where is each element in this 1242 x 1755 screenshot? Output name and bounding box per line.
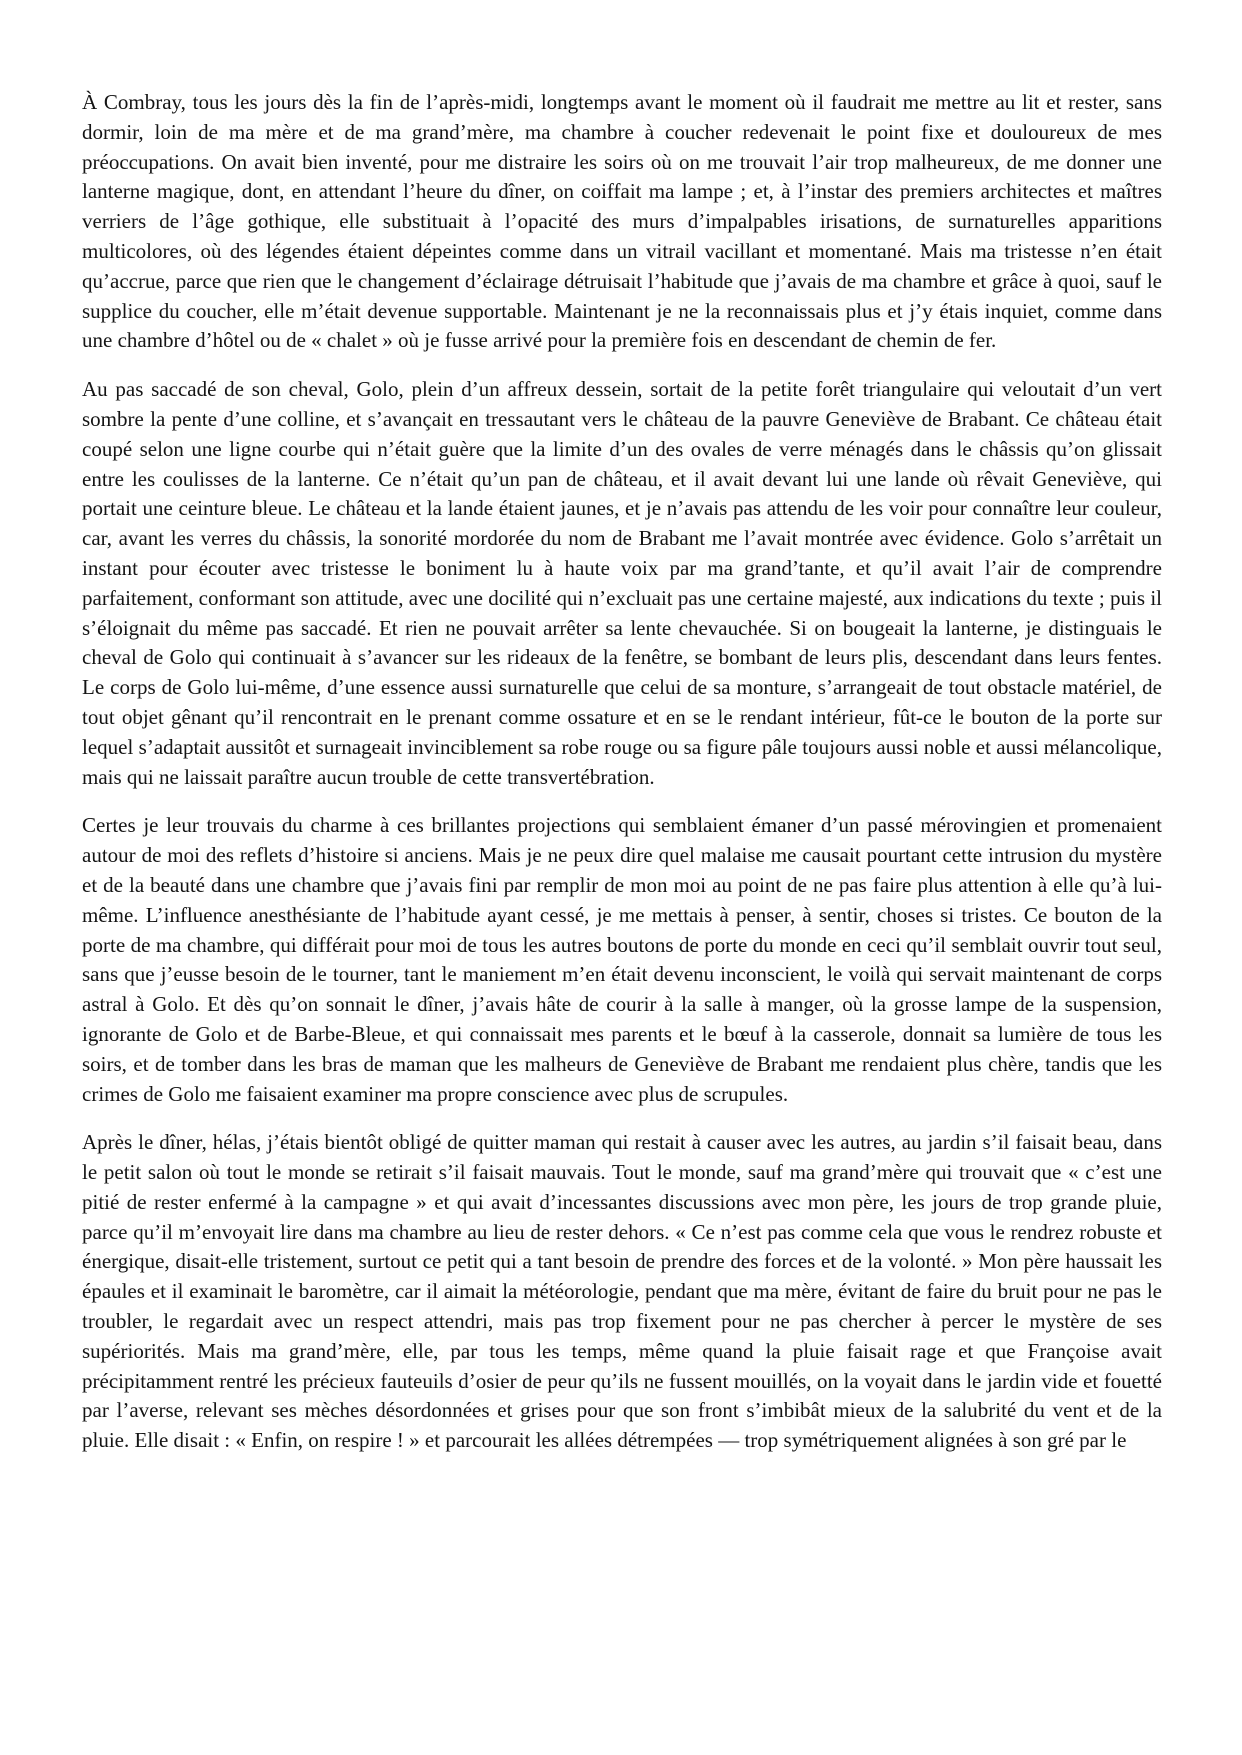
paragraph-2: Au pas saccadé de son cheval, Golo, plein d’un affreux dessein, sortait de la petite forêt triangulaire qui veloutait d’un vert sombre la pente d’une colline, et s’avançait en tressautant vers le château de la pauvre Geneviève de Brabant. Ce château était coupé selon une ligne courbe qui n’était guère que la limite d’un des ovales de verre ménagés dans le châssis qu’on glissait entre les coulisses de la lanterne. Ce n’était qu’un pan de château, et il avait devant lui une lande où rêvait Geneviève, qui portait une ceinture bleue. Le château et la lande étaient jaunes, et je n’avais pas attendu de les voir pour connaître leur couleur, car, avant les verres du châssis, la sonorité mordorée du nom de Brabant me l’avait montrée avec évidence. Golo s’arrêtait un instant pour écouter avec tristesse le boniment lu à haute voix par ma grand’tante, et qu’il avait l’air de comprendre parfaitement, conformant son attitude, avec une docilité qui n’excluait pas une certaine majesté, aux indications du texte ; puis il s’éloignait du même pas saccadé. Et rien ne pouvait arrêter sa lente chevauchée. Si on bougeait la lanterne, je distinguais le cheval de Golo qui continuait à s’avancer sur les rideaux de la fenêtre, se bombant de leurs plis, descendant dans leurs fentes. Le corps de Golo lui-même, d’une essence aussi surnaturelle que celui de sa monture, s’arrangeait de tout obstacle matériel, de tout objet gênant qu’il rencontrait en le prenant comme ossature et en se le rendant intérieur, fût-ce le bouton de la porte sur lequel s’adaptait aussitôt et surnageait invinciblement sa robe rouge ou sa figure pâle toujours aussi noble et aussi mélancolique, mais qui ne laissait paraître aucun trouble de cette transvertébration.: [82, 377, 1162, 789]
paragraph-3: Certes je leur trouvais du charme à ces brillantes projections qui semblaient émaner d’un passé mérovingien et promenaient autour de moi des reflets d’histoire si anciens. Mais je ne peux dire quel malaise me causait pourtant cette intrusion du mystère et de la beauté dans une chambre que j’avais fini par remplir de mon moi au point de ne pas faire plus attention à elle qu’à lui-même. L’influence anesthésiante de l’habitude ayant cessé, je me mettais à penser, à sentir, choses si tristes. Ce bouton de la porte de ma chambre, qui différait pour moi de tous les autres boutons de porte du monde en ceci qu’il semblait ouvrir tout seul, sans que j’eusse besoin de le tourner, tant le maniement m’en était devenu inconscient, le voilà qui servait maintenant de corps astral à Golo. Et dès qu’on sonnait le dîner, j’avais hâte de courir à la salle à manger, où la grosse lampe de la suspension, ignorante de Golo et de Barbe-Bleue, et qui connaissait mes parents et le bœuf à la casserole, donnait sa lumière de tous les soirs, et de tomber dans les bras de maman que les malheurs de Geneviève de Brabant me rendaient plus chère, tandis que les crimes de Golo me faisaient examiner ma propre conscience avec plus de scrupules.: [82, 813, 1162, 1106]
document-page: [82, 88, 1162, 1475]
paragraph-1: À Combray, tous les jours dès la fin de l’après-midi, longtemps avant le moment où il faudrait me mettre au lit et rester, sans dormir, loin de ma mère et de ma grand’mère, ma chambre à coucher redevenait le point fixe et douloureux de mes préoccupations. On avait bien inventé, pour me distraire les soirs où on me trouvait l’air trop malheureux, de me donner une lanterne magique, dont, en attendant l’heure du dîner, on coiffait ma lampe ; et, à l’instar des premiers architectes et maîtres verriers de l’âge gothique, elle substituait à l’opacité des murs d’impalpables irisations, de surnaturelles apparitions multicolores, où des légendes étaient dépeintes comme dans un vitrail vacillant et momentané. Mais ma tristesse n’en était qu’accrue, parce que rien que le changement d’éclairage détruisait l’habitude que j’avais de ma chambre et grâce à quoi, sauf le supplice du coucher, elle m’était devenue supportable. Maintenant je ne la reconnaissais plus et j’y étais inquiet, comme dans une chambre d’hôtel ou de « chalet » où je fusse arrivé pour la première fois en descendant de chemin de fer.: [82, 90, 1162, 353]
paragraph-4: Après le dîner, hélas, j’étais bientôt obligé de quitter maman qui restait à causer avec les autres, au jardin s’il faisait beau, dans le petit salon où tout le monde se retirait s’il faisait mauvais. Tout le monde, sauf ma grand’mère qui trouvait que « c’est une pitié de rester enfermé à la campagne » et qui avait d’incessantes discussions avec mon père, les jours de trop grande pluie, parce qu’il m’envoyait lire dans ma chambre au lieu de rester dehors. « Ce n’est pas comme cela que vous le rendrez robuste et énergique, disait-elle tristement, surtout ce petit qui a tant besoin de prendre des forces et de la volonté. » Mon père haussait les épaules et il examinait le baromètre, car il aimait la météorologie, pendant que ma mère, évitant de faire du bruit pour ne pas le troubler, le regardait avec un respect attendri, mais pas trop fixement pour ne pas chercher à percer le mystère de ses supériorités. Mais ma grand’mère, elle, par tous les temps, même quand la pluie faisait rage et que Françoise avait précipitamment rentré les précieux fauteuils d’osier de peur qu’ils ne fussent mouillés, on la voyait dans le jardin vide et fouetté par l’averse, relevant ses mèches désordonnées et grises pour que son front s’imbibât mieux de la salubrité du vent et de la pluie. Elle disait : « Enfin, on respire ! » et parcourait les allées détrempées — trop symétriquement alignées à son gré par le: [82, 1130, 1162, 1453]
